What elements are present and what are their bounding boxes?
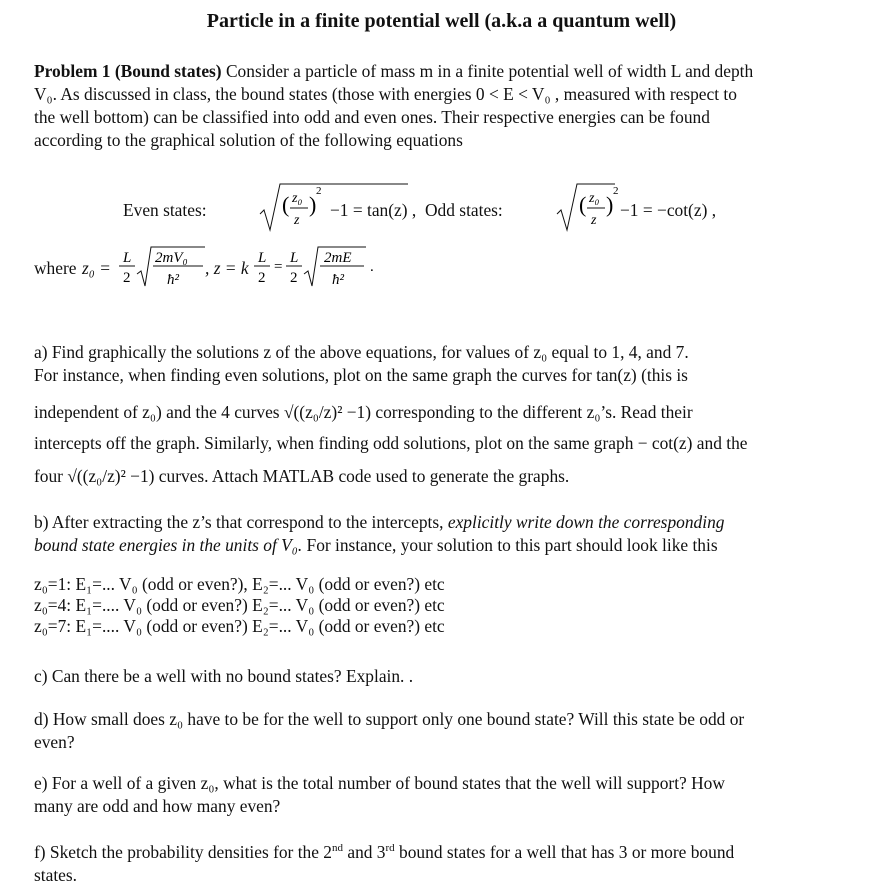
- example-row: z₀=7: E₁=.... V₀ (odd or even?) E₂=... V₀ (odd or even?) etc: [34, 616, 445, 636]
- part-a: [34, 341, 824, 488]
- part-e-line-1: e) For a well of a given z₀, what is the total number of bound states that the well will support? How: [34, 773, 725, 793]
- part-a-line-3: independent of z₀) and the 4 curves √((z₀/z)² −1) corresponding to the different z₀’s. Read their: [34, 402, 693, 422]
- svg-text:.: .: [370, 259, 374, 275]
- even-z: z: [294, 213, 300, 228]
- z-L2: L: [290, 250, 299, 266]
- z0-L: L: [123, 250, 132, 266]
- z0-hbar2: ħ²: [167, 272, 179, 288]
- z-definition-graphic: [254, 244, 384, 290]
- odd-rhs: −1 = −cot(z) ,: [620, 200, 717, 220]
- odd-z0: z₀: [589, 191, 600, 206]
- even-states-label: Even states:: [123, 200, 207, 220]
- intro-line-2: V₀. As discussed in class, the bound states (those with energies 0 < E < V₀ , measured with respect to: [34, 84, 737, 104]
- part-f-line-1: f) Sketch the probability densities for the 2nd and 3rd bound states for a well that has 3 or more bound: [34, 841, 735, 862]
- part-b: [34, 511, 824, 557]
- svg-text:=: =: [274, 259, 283, 275]
- part-e-line-2: many are odd and how many even?: [34, 796, 281, 816]
- z-two2: 2: [290, 270, 298, 286]
- part-a-line-4: intercepts off the graph. Similarly, when finding odd solutions, plot on the same graph − cot(z) and the: [34, 433, 748, 453]
- part-f-line-2: states.: [34, 864, 77, 885]
- root-expression-1: √((z₀/z)² −1): [283, 402, 372, 422]
- part-b-line-1: b) After extracting the z’s that correspond to the intercepts, explicitly write down the corresponding: [34, 512, 725, 532]
- where-label: where: [34, 258, 77, 278]
- even-rhs: −1 = tan(z) ,: [330, 200, 417, 220]
- problem-intro: [34, 60, 824, 152]
- odd-square: 2: [613, 185, 619, 197]
- part-d-line-2: even?: [34, 732, 75, 752]
- z-L1: L: [258, 250, 267, 266]
- z-two1: 2: [258, 270, 266, 286]
- z-definition: [254, 244, 384, 295]
- example-row: z₀=1: E₁=... V₀ (odd or even?), E₂=... V₀ (odd or even?) etc: [34, 574, 445, 594]
- page-title: Particle in a finite potential well (a.k.a a quantum well): [206, 10, 677, 32]
- part-b-line-2: bound state energies in the units of V₀. For instance, your solution to this part should look like this: [34, 535, 718, 555]
- part-f: [34, 837, 824, 887]
- even-square: 2: [316, 185, 322, 197]
- intro-line-1: Consider a particle of mass m in a finite potential well of width L and depth: [221, 61, 754, 81]
- odd-z: z: [591, 213, 597, 228]
- z-def-label: , z = k: [205, 258, 249, 278]
- part-a-line-2: For instance, when finding even solutions, plot on the same graph the curves for tan(z) (this is: [34, 365, 688, 385]
- part-d-line-1: d) How small does z₀ have to be for the well to support only one bound state? Will this state be odd or: [34, 709, 745, 729]
- part-a-line-1: a) Find graphically the solutions z of the above equations, for values of z₀ equal to 1, 4, and 7.: [34, 342, 689, 362]
- part-d: [34, 708, 824, 754]
- z0-2mV0: 2mV₀: [155, 250, 188, 266]
- odd-states-label: Odd states:: [425, 200, 503, 220]
- intro-line-4: according to the graphical solution of the following equations: [34, 130, 463, 150]
- root-expression-2: √((z₀/z)² −1): [67, 466, 155, 486]
- svg-text:): ): [606, 192, 614, 217]
- even-z0: z₀: [292, 191, 303, 206]
- svg-text:(: (: [579, 192, 587, 217]
- part-c: c) Can there be a well with no bound states? Explain. .: [34, 666, 414, 686]
- z-2mE: 2mE: [324, 250, 352, 266]
- part-b-example-rows: [34, 574, 824, 637]
- svg-text:(: (: [282, 192, 290, 217]
- problem-heading: Problem 1 (Bound states): [34, 61, 222, 81]
- z0-def-label: z₀ =: [82, 258, 111, 278]
- z-hbar2: ħ²: [332, 272, 344, 288]
- part-e: [34, 772, 824, 818]
- svg-text:): ): [309, 192, 317, 217]
- intro-line-3: the well bottom) can be classified into odd and even ones. Their respective energies can be found: [34, 107, 710, 127]
- z0-two: 2: [123, 270, 131, 286]
- example-row: z₀=4: E₁=.... V₀ (odd or even?) E₂=... V₀ (odd or even?) etc: [34, 595, 445, 615]
- part-a-line-5: four √((z₀/z)² −1) curves. Attach MATLAB code used to generate the graphs.: [34, 466, 570, 486]
